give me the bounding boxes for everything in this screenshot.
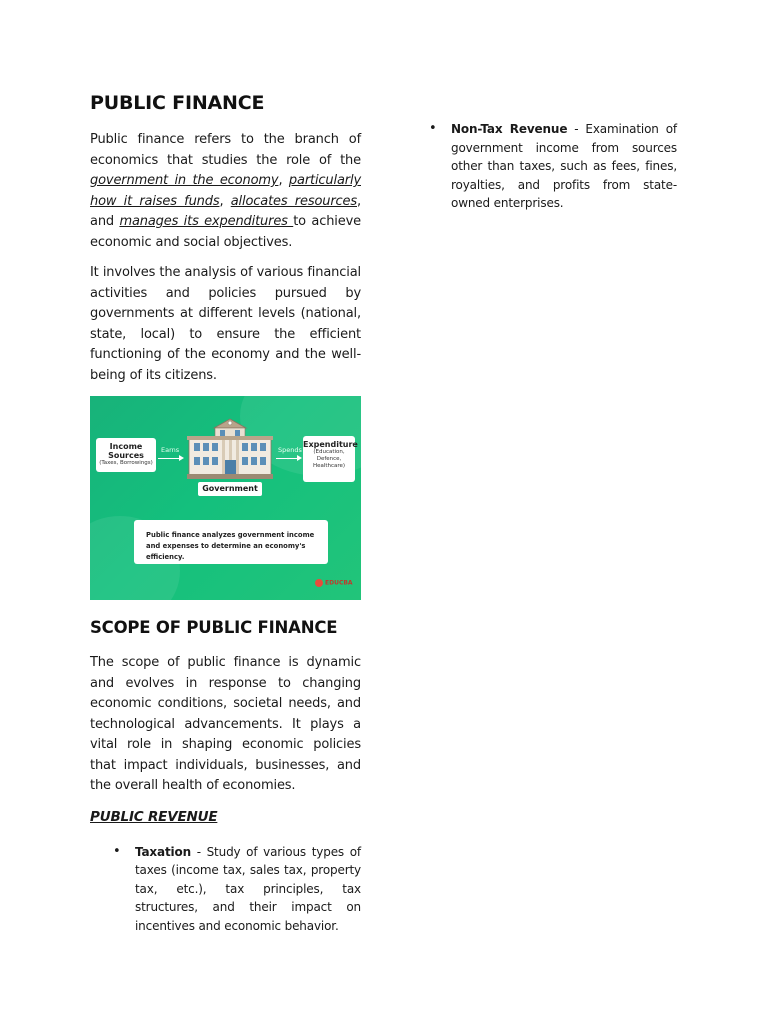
- government-label: Government: [198, 482, 262, 496]
- separator: ,: [278, 173, 289, 188]
- income-sources-sub: (Taxes, Borrowings): [99, 460, 153, 466]
- scope-paragraph: The scope of public finance is dynamic and evolves in response to changing economic conditions, societal needs, and technological advancements. It plays a vital role in shaping economic policies that impact individuals, businesses, and the overall health of economies.: [90, 655, 361, 793]
- left-column: [90, 92, 361, 935]
- list-item-text: - Study of various types of taxes (income tax, sales tax, property tax, etc.), tax principles, tax structures, and their impact on incentives and economic behavior.: [135, 844, 361, 933]
- educba-logo: [315, 579, 353, 587]
- intro-paragraph-2: It involves the analysis of various financial activities and policies pursued by governments at different levels (national, state, local) to ensure the efficient functioning of the economy and the well-being of its citizens.: [90, 265, 361, 383]
- intro-paragraph-1: [90, 130, 361, 253]
- logo-text: EDUCBA: [325, 579, 353, 587]
- intro-text: Public finance refers to the branch of economics that studies the role of the: [90, 132, 361, 168]
- intro-text-end: to achieve economic and social objectives.: [90, 214, 362, 250]
- link-allocates-resources[interactable]: allocates resources: [230, 193, 357, 209]
- revenue-list-left: [90, 843, 361, 936]
- bullet-icon: •: [429, 121, 437, 136]
- spends-label: Spends: [278, 446, 302, 454]
- expenditure-title: Expenditure: [303, 440, 358, 449]
- earns-label: Earns: [161, 446, 180, 454]
- right-column: [425, 120, 677, 213]
- link-manages-expenditures[interactable]: manages its expenditures: [119, 214, 294, 229]
- spends-arrow: [276, 458, 300, 459]
- government-building-icon: [184, 416, 276, 480]
- expenditure-box: [303, 436, 358, 482]
- income-sources-title: Income Sources: [108, 442, 144, 460]
- scope-heading: SCOPE OF PUBLIC FINANCE: [90, 618, 338, 637]
- page-title: PUBLIC FINANCE: [90, 92, 265, 114]
- list-item-text: - Examination of government income from sources other than taxes, such as fees, fines, royalties, and profits from state-owned enterprises.: [451, 122, 677, 210]
- revenue-list-right: [425, 120, 677, 213]
- separator: ,: [219, 193, 231, 209]
- list-item-term: Taxation: [135, 844, 192, 859]
- list-item-non-tax-revenue: [429, 120, 677, 213]
- expenditure-sub: (Education, Defence, Healthcare): [312, 449, 346, 469]
- earns-arrow: [158, 458, 182, 459]
- bullet-icon: •: [113, 843, 121, 859]
- income-sources-box: [96, 438, 156, 472]
- link-raises-funds[interactable]: particularly how it raises funds: [90, 173, 361, 209]
- public-finance-diagram: [90, 396, 361, 600]
- list-item-term: Non-Tax Revenue: [451, 122, 568, 136]
- diagram-caption: Public finance analyzes government income and expenses to determine an economy's efficiency.: [134, 520, 328, 564]
- logo-icon: [315, 579, 323, 587]
- list-item-taxation: [113, 843, 361, 936]
- link-government-in-economy[interactable]: government in the economy: [90, 173, 279, 188]
- separator: , and: [90, 193, 361, 229]
- public-revenue-heading: PUBLIC REVENUE: [90, 808, 218, 825]
